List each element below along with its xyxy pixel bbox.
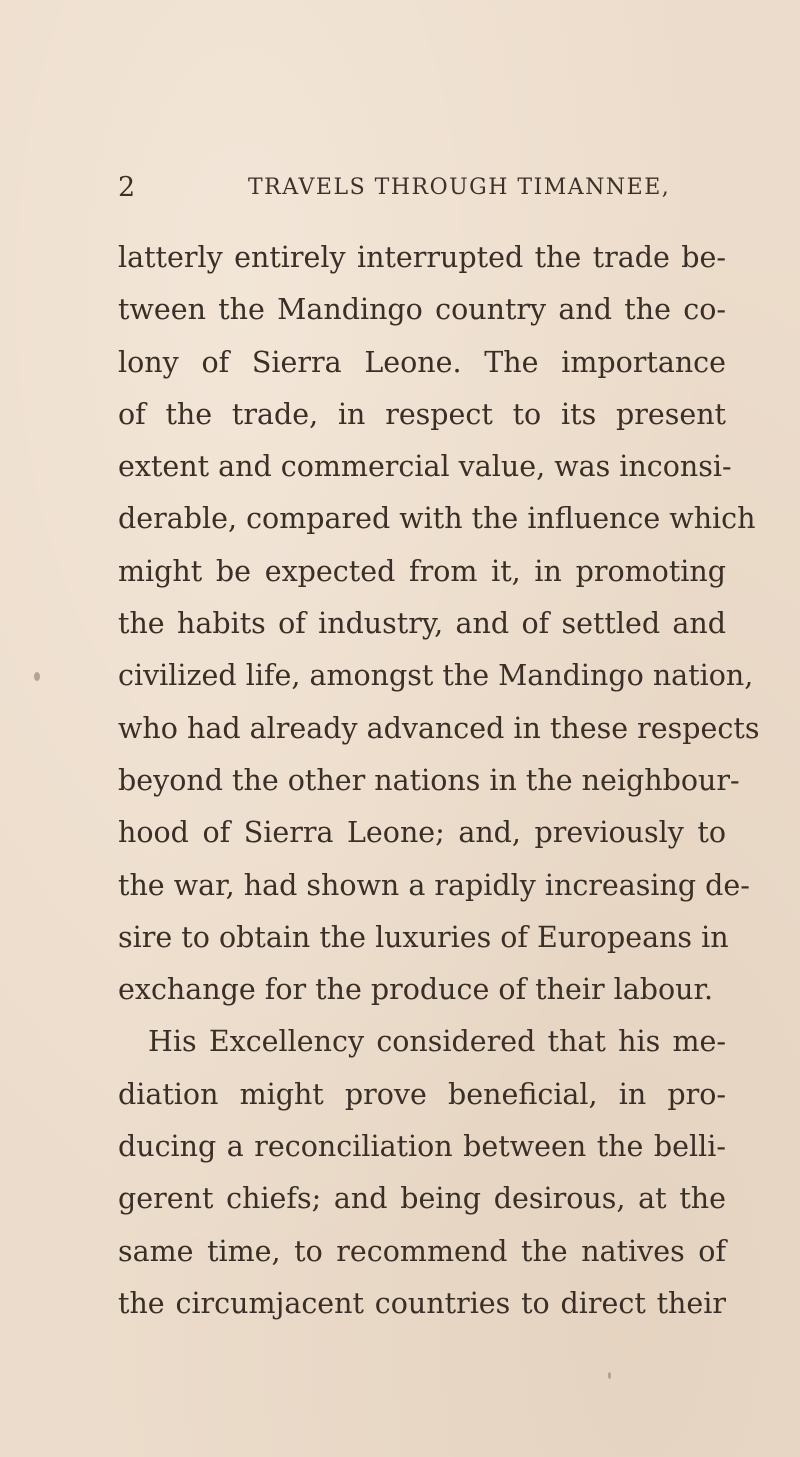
text-line: His Excellency considered that his me- [148,1025,726,1059]
text-line: the circumjacent countries to direct their [118,1286,726,1320]
text-line: civilized life, amongst the Mandingo nation, [118,659,754,693]
text-line: the habits of industry, and of settled and [118,607,726,641]
text-line: tween the Mandingo country and the co- [118,293,726,327]
text-line: gerent chiefs; and being desirous, at the [118,1182,726,1216]
text-line: same time, to recommend the natives of [118,1234,726,1268]
text-line: the war, had shown a rapidly increasing de- [118,868,750,902]
body-text [118,232,760,1330]
text-line: exchange for the produce of their labour. [118,973,714,1007]
text-line: derable, compared with the influence which [118,502,756,536]
text-line: beyond the other nations in the neighbour- [118,763,740,797]
text-line: sire to obtain the luxuries of Europeans in [118,920,729,954]
text-line: ducing a reconciliation between the belli- [118,1130,726,1164]
running-head: TRAVELS THROUGH TIMANNEE, [248,175,671,200]
paper-speck [608,1372,611,1379]
text-line: diation might prove beneficial, in pro- [118,1077,726,1111]
text-line: lony of Sierra Leone. The importance [118,345,726,379]
text-line: hood of Sierra Leone; and, previously to [118,816,726,850]
paper-speck [34,672,40,681]
text-line: who had already advanced in these respects [118,711,760,745]
page-number: 2 [118,172,136,203]
text-line: extent and commercial value, was inconsi- [118,450,732,484]
text-line: might be expected from it, in promoting [118,554,726,588]
page-header [0,170,800,206]
text-line: of the trade, in respect to its present [118,397,726,431]
text-line: latterly entirely interrupted the trade be- [118,241,726,274]
